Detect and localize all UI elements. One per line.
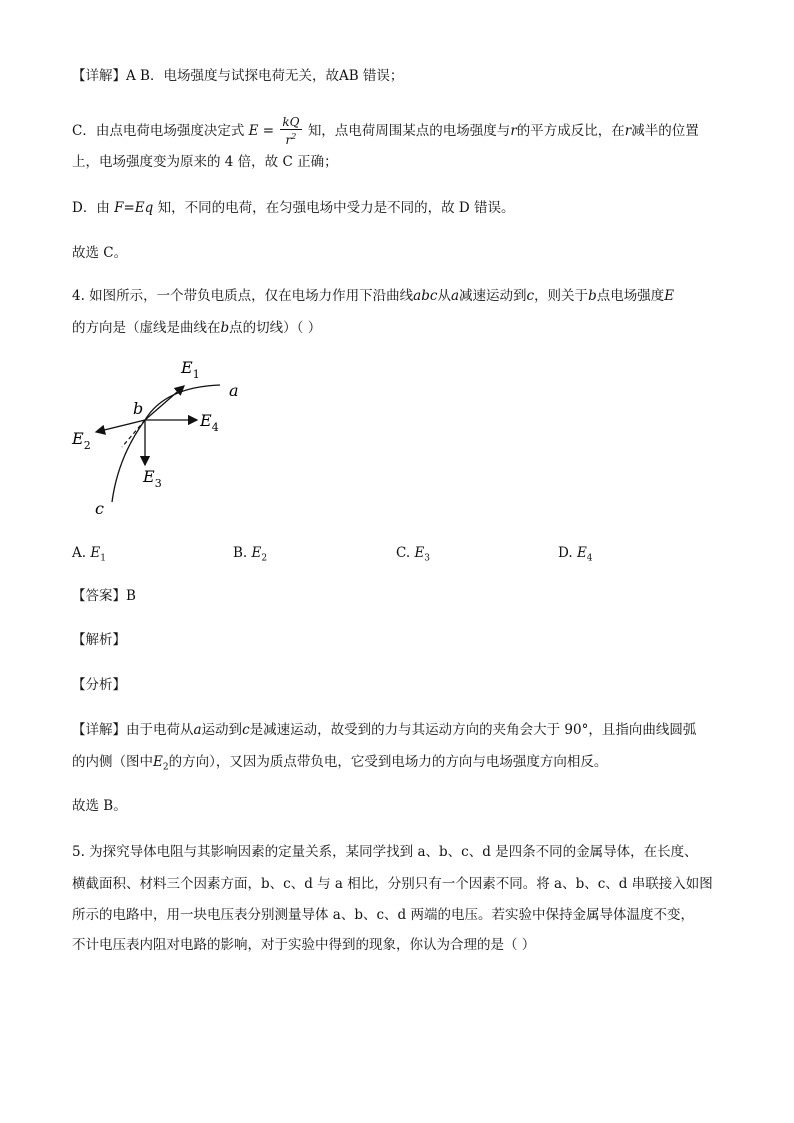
question-5-line4: 不计电压表内阻对电路的影响，对于实验中得到的现象，你认为合理的是（ ）: [72, 937, 536, 953]
label-c: c: [95, 499, 104, 518]
answer-line: 【答案】B: [72, 588, 136, 604]
detail-d-line: D．由 F=Eq 知，不同的电荷，在匀强电场中受力是不同的，故 D 错误。: [72, 200, 515, 216]
fenxi-heading: 【分析】: [72, 677, 126, 693]
fraction-denominator: $r^2$: [285, 132, 297, 147]
analysis-heading: 【解析】: [72, 632, 126, 648]
fraction-numerator: kQ: [282, 115, 300, 129]
option-c[interactable]: C. $E_3$: [396, 545, 431, 564]
formula-lhs: E =: [248, 123, 275, 139]
detail-q4-line1: 【详解】由于电荷从a运动到c是减速运动，故受到的力与其运动方向的夹角会大于 90°，且指向曲线圆弧: [72, 722, 697, 738]
option-d[interactable]: D. $E_4$: [558, 545, 593, 564]
detail-ab-line: 【详解】A B．电场强度与试探电荷无关，故AB 错误；: [72, 68, 404, 84]
label-e2: $E_2$: [72, 429, 91, 452]
question-4-line2: 的方向是（虚线是曲线在b点的切线）（ ）: [72, 320, 322, 336]
option-a[interactable]: A. $E_1$: [72, 545, 106, 564]
field-curve-figure: [60, 352, 260, 527]
option-b[interactable]: B. $E_2$: [233, 545, 268, 564]
label-e4: $E_4$: [200, 411, 219, 434]
choose-c-line: 故选 C。: [72, 245, 128, 261]
question-5-line1: 5. 为探究导体电阻与其影响因素的定量关系，某同学找到 a、b、c、d 是四条不同的金属导体，在长度、: [72, 844, 698, 860]
question-5-line3: 所示的电路中，用一块电压表分别测量导体 a、b、c、d 两端的电压。若实验中保持金属导体温度不变，: [72, 907, 694, 923]
arrow-e1: [145, 386, 184, 420]
question-5-line2: 横截面积、材料三个因素方面，b、c、d 与 a 相比，分别只有一个因素不同。将 a、b、c、d 串联接入如图: [72, 876, 713, 892]
detail-q4-line2: 的内侧（图中$E_2$的方向），又因为质点带负电，它受到电场力的方向与电场强度方向相反。: [72, 754, 608, 773]
detail-c-text: C．由点电荷电场强度决定式: [72, 123, 245, 139]
label-a: a: [229, 381, 239, 400]
label-e3: $E_3$: [143, 467, 162, 490]
detail-c-line1: C．由点电荷电场强度决定式 E = $\frac{kQ}{r^2}$ 知，点电荷周围某点的电场强度与r的平方成反比，在r减半的位置: [72, 115, 699, 147]
detail-c-line2: 上，电场强度变为原来的 4 倍，故 C 正确；: [72, 154, 338, 170]
choose-b-line: 故选 B。: [72, 798, 127, 814]
label-b: b: [133, 399, 144, 418]
formula-fraction: [280, 116, 301, 147]
label-e1: $E_1$: [181, 358, 200, 381]
question-4-line1: 4. 如图所示，一个带负电质点，仅在电场力作用下沿曲线abc从a减速运动到c，则关于b点电场强度E: [72, 288, 675, 304]
